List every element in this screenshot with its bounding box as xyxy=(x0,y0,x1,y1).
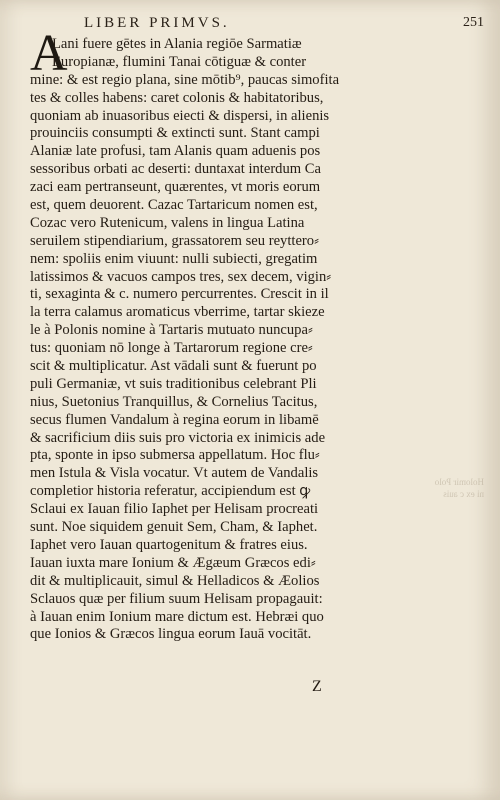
text-line: completior historia referatur, accipiendum est ꝙ xyxy=(30,483,311,500)
text-line: zaci eam pertranseunt, quærentes, vt moris eorum xyxy=(30,179,321,196)
drop-cap-initial: A xyxy=(30,25,68,82)
text-line: tus: quoniam nō longe à Tartarorum regione cre⸗ xyxy=(30,340,313,357)
text-line: scit & multiplicatur. Ast vādali sunt & fuerunt po xyxy=(30,358,317,375)
text-line: Cozac vero Rutenicum, valens in lingua Latina xyxy=(30,214,305,231)
text-line: la terra calamus aromaticus vberrime, tartar skieze xyxy=(30,304,325,321)
text-line: sessoribus orbati ac deserti: duntaxat interdum Ca xyxy=(30,161,321,178)
bleed-through-line: Holomir Polo xyxy=(434,477,484,487)
text-line: nius, Suetonius Tranquillus, & Cornelius Tacitus, xyxy=(30,393,318,410)
text-line: latissimos & vacuos campos tres, sex decem, vigin⸗ xyxy=(30,268,332,285)
bleed-through-text xyxy=(404,476,484,500)
text-line: pta, sponte in ipso submersa appellatum. Hoc flu⸗ xyxy=(30,447,320,464)
text-line: puli Germaniæ, vt suis traditionibus celebrant Pli xyxy=(30,375,317,392)
text-line: mine: & est regio plana, sine mōtib⁹, paucas simofita xyxy=(30,71,340,88)
text-line: Alaniæ late profusi, tam Alanis quam aduenis pos xyxy=(30,143,321,160)
page-number: 251 xyxy=(463,15,484,30)
text-line: tes & colles habens: caret colonis & habitatoribus, xyxy=(30,89,324,106)
text-line: nem: spoliis enim viuunt: nulli subiecti, gregatim xyxy=(30,250,318,267)
text-line: que Ionios & Græcos lingua eorum Iauā vocitāt. xyxy=(30,626,312,643)
catchword: Z xyxy=(312,678,322,695)
text-line: secus flumen Vandalum à regina eorum in libamē xyxy=(30,411,319,428)
text-line: Iauan iuxta mare Ionium & Ægæum Græcos edi⸗ xyxy=(30,554,316,571)
text-line: & sacrificium diis suis pro victoria ex inimicis ade xyxy=(30,429,326,446)
text-line: ti, sexaginta & c. numero percurrentes. Crescit in il xyxy=(30,286,329,303)
page-header xyxy=(84,15,484,37)
text-line: Lani fuere gētes in Alania regiōe Sarmatiæ xyxy=(52,36,302,52)
text-line: prouinciis consumpti & extincti sunt. Stant campi xyxy=(30,125,320,142)
text-line: seruilem stipendiarium, grassatorem seu reyttero⸗ xyxy=(30,232,319,249)
text-line: sunt. Noe siquidem genuit Sem, Cham, & Iaphet. xyxy=(30,519,318,536)
text-line: men Istula & Visla vocatur. Vt autem de Vandalis xyxy=(30,465,319,482)
text-line: quoniam ab inuasoribus eiecti & dispersi, in alienis xyxy=(30,107,330,124)
text-line: le à Polonis nomine à Tartaris mutuato nuncupa⸗ xyxy=(30,322,313,339)
text-line: Sclaui ex Iauan filio Iaphet per Helisam procreati xyxy=(30,501,319,518)
text-line: Iaphet vero Iauan quartogenitum & fratres eius. xyxy=(30,536,308,553)
text-line: Sclauos quæ per filium suum Helisam propagauit: xyxy=(30,590,323,607)
bleed-through-line: ni ex c auis xyxy=(443,489,484,499)
text-line: dit & multiplicauit, simul & Helladicos & Æolios xyxy=(30,572,320,589)
running-head: LIBER PRIMVS. xyxy=(84,15,230,31)
text-line: Europianæ, flumini Tanai cōtiguæ & conter xyxy=(52,53,307,70)
body-text xyxy=(30,36,386,644)
text-line: est, quem deuorent. Cazac Tartaricum nomen est, xyxy=(30,197,318,214)
text-line: à Iauan enim Ionium mare dictum est. Hebræi quo xyxy=(30,608,324,625)
